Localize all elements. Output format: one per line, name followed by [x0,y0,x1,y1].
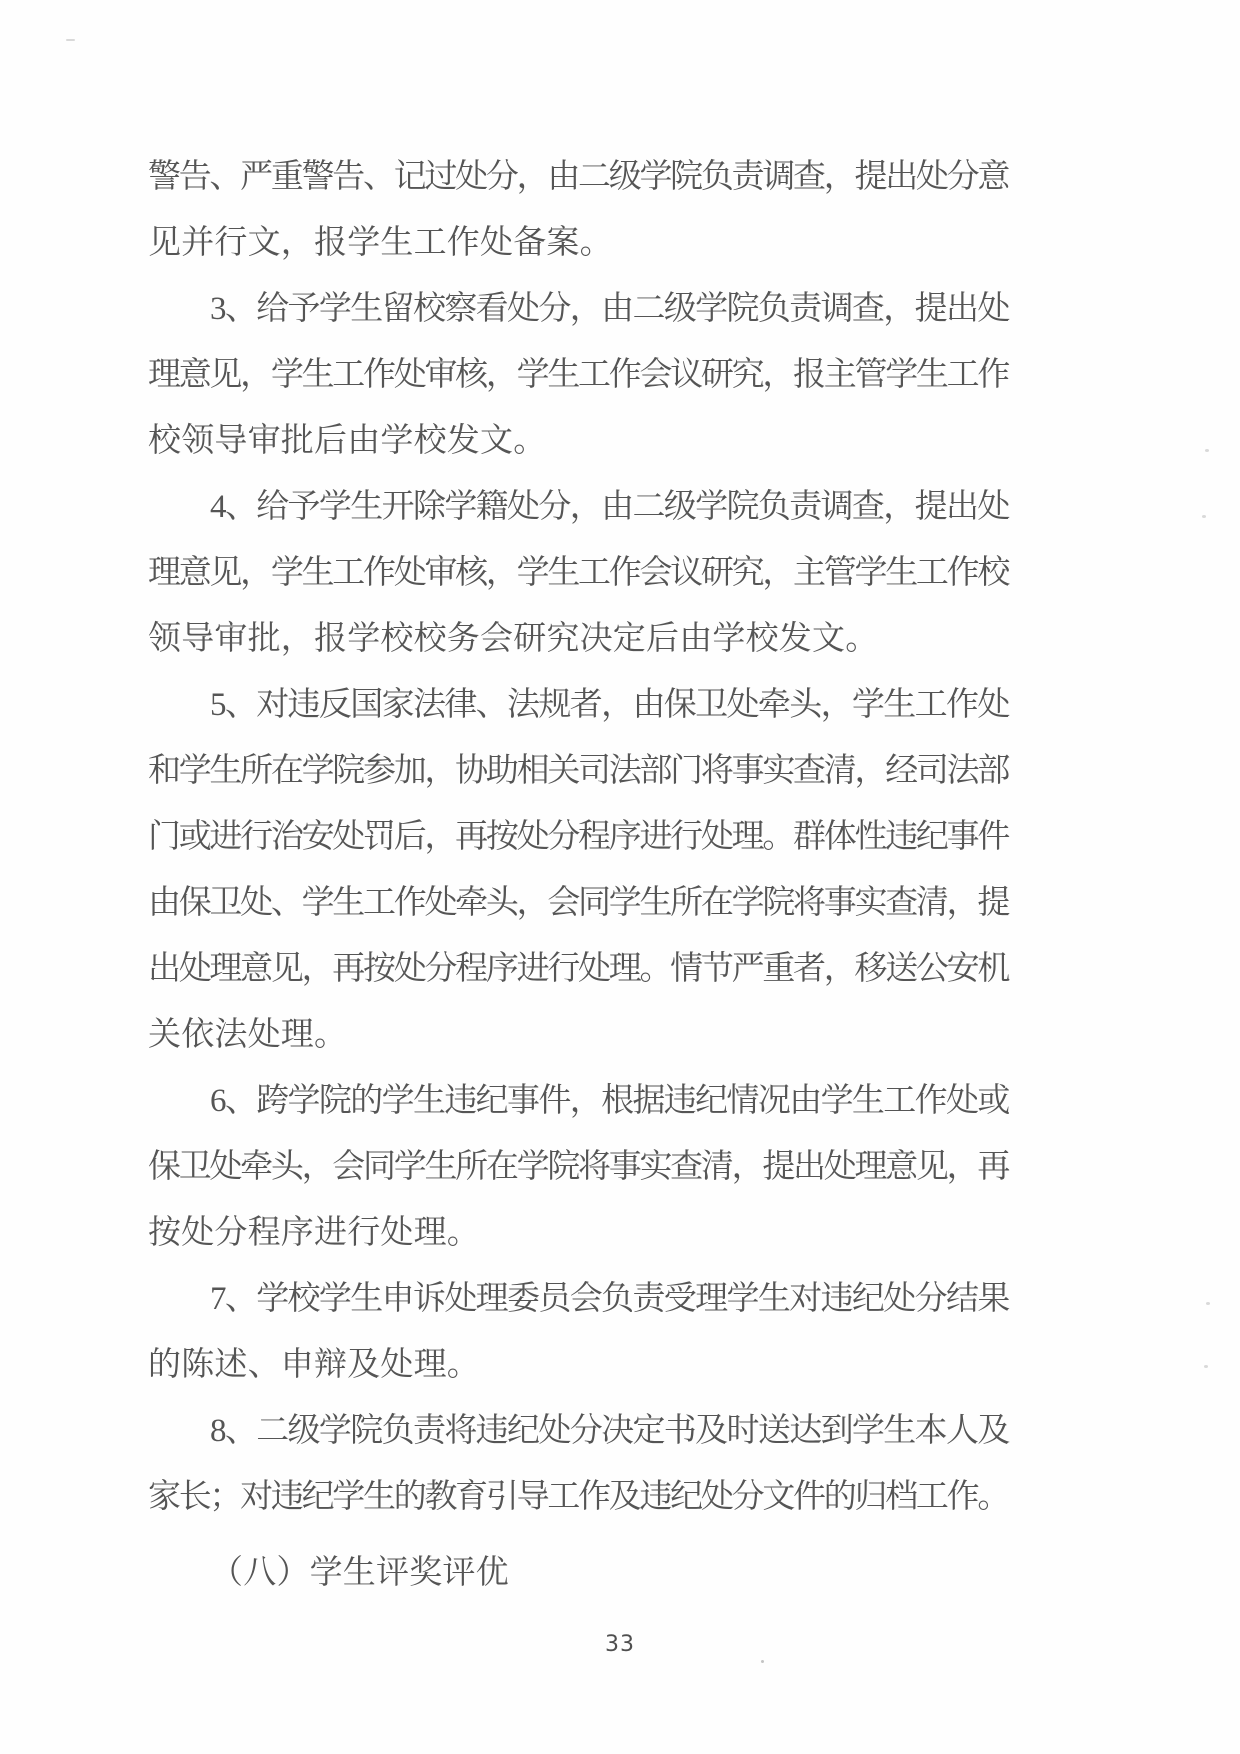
text-line: 校领导审批后由学校发文。 [148,423,547,459]
text-line: 理意见，学生工作处审核，学生工作会议研究，报主管学生工作 [148,357,1008,393]
scan-artifact [1202,515,1206,518]
text-line: 出处理意见，再按处分程序进行处理。情节严重者，移送公安机 [148,951,1008,987]
text-line: 的陈述、申辩及处理。 [148,1347,480,1383]
text-line: 5、对违反国家法律、法规者，由保卫处牵头，学生工作处 [210,687,1008,723]
scan-artifact [1205,449,1209,452]
text-line: 警告、严重警告、记过处分，由二级学院负责调查，提出处分意 [148,159,1008,195]
text-line: 8、二级学院负责将违纪处分决定书及时送达到学生本人及 [210,1413,1008,1449]
text-line: 4、给予学生开除学籍处分，由二级学院负责调查，提出处 [210,489,1008,525]
section-heading-line: （八）学生评奖评优 [210,1555,509,1591]
text-line: 按处分程序进行处理。 [148,1215,480,1251]
text-line: 3、给予学生留校察看处分，由二级学院负责调查，提出处 [210,291,1008,327]
text-line: 领导审批，报学校校务会研究决定后由学校发文。 [148,621,879,657]
text-line: 7、学校学生申诉处理委员会负责受理学生对违纪处分结果 [210,1281,1008,1317]
text-line: 由保卫处、学生工作处牵头，会同学生所在学院将事实查清，提 [148,885,1008,921]
scan-artifact [1204,1365,1208,1368]
text-line: 保卫处牵头，会同学生所在学院将事实查清，提出处理意见，再 [148,1149,1008,1185]
text-line: 理意见，学生工作处审核，学生工作会议研究，主管学生工作校 [148,555,1008,591]
text-line: 门或进行治安处罚后，再按处分程序进行处理。群体性违纪事件 [148,819,1008,855]
scan-artifact [66,39,75,41]
page-number: 33 [605,1632,635,1657]
text-line: 见并行文，报学生工作处备案。 [148,225,613,261]
scan-artifact [761,1660,764,1663]
text-line: 家长；对违纪学生的教育引导工作及违纪处分文件的归档工作。 [148,1479,1008,1515]
text-line: 关依法处理。 [148,1017,348,1053]
body-text [148,144,1008,1606]
scan-artifact [1206,1302,1210,1305]
text-line: 6、跨学院的学生违纪事件，根据违纪情况由学生工作处或 [210,1083,1008,1119]
text-line: 和学生所在学院参加，协助相关司法部门将事实查清，经司法部 [148,753,1008,789]
